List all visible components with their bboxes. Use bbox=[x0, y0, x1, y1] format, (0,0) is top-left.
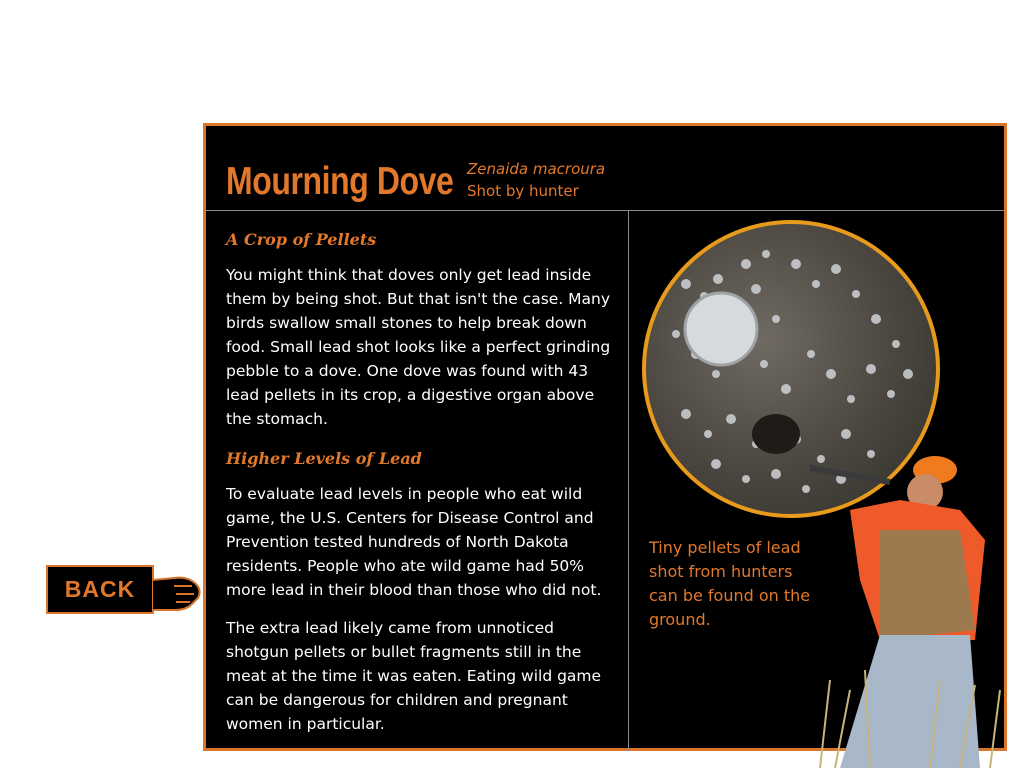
coin bbox=[685, 293, 757, 365]
cause-of-death: Shot by hunter bbox=[467, 182, 579, 200]
section-paragraph: The extra lead likely came from unnoticed shotgun pellets or bullet fragments still in the meat at the time it was eaten. Eating wild game can be dangerous for children and pregnant women in particular. bbox=[226, 619, 602, 733]
jeans bbox=[840, 635, 980, 768]
vest bbox=[880, 530, 975, 640]
section-paragraph: To evaluate lead levels in people who eat wild game, the U.S. Centers for Disease Control and Prevention tested hundreds of North Dakota residents. People who ate wild game had 50% more lead in their blood than those who did not. bbox=[226, 485, 602, 599]
photo-caption: Tiny pellets of lead shot from hunters can be found on the ground. bbox=[649, 538, 811, 629]
hunter-illustration bbox=[810, 430, 1010, 768]
title-row bbox=[206, 126, 1004, 211]
section-paragraph: You might think that doves only get lead inside them by being shot. But that isn't the case. Many birds swallow small stones to help break down food. Small lead shot looks like a perfect grinding pebble to a dove. One dove was found with 43 lead pellets in its crop, a digestive organ above the stomach. bbox=[226, 266, 611, 428]
scientific-name: Zenaida macroura bbox=[467, 160, 606, 178]
hole bbox=[752, 414, 800, 454]
header-divider bbox=[206, 210, 1004, 211]
back-button[interactable]: BACK bbox=[46, 565, 154, 614]
article-column bbox=[226, 230, 616, 750]
section-heading: Higher Levels of Lead bbox=[226, 449, 422, 468]
shotgun bbox=[810, 450, 890, 482]
pointing-hand-icon bbox=[152, 570, 204, 614]
column-divider bbox=[628, 211, 629, 751]
section-heading: A Crop of Pellets bbox=[226, 230, 377, 249]
page-title: Mourning Dove bbox=[226, 160, 454, 203]
